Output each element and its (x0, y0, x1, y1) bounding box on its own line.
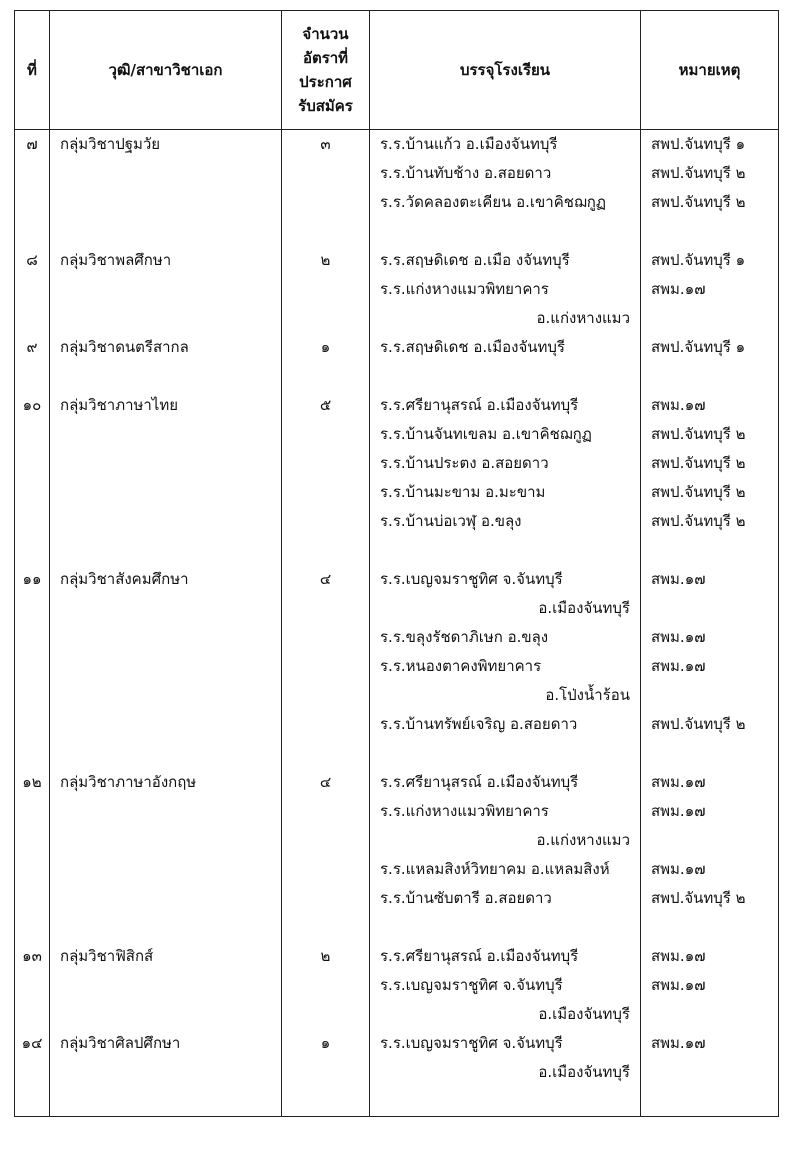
remark-cell (641, 391, 779, 565)
remark-line: สพม.๑๗ (651, 628, 706, 646)
count-cell (282, 391, 370, 565)
table-row (15, 1029, 779, 1117)
school-line: ร.ร.ขลุงรัชดาภิเษก อ.ขลุง (380, 628, 549, 646)
header-subject: วุฒิ/สาขาวิชาเอก (50, 11, 282, 130)
remark-cell (641, 130, 779, 247)
header-count-line: รับสมัคร (298, 97, 353, 115)
table-row (15, 246, 779, 333)
remark-line: สพป.จันทบุรี ๒ (651, 483, 746, 501)
remark-cell (641, 942, 779, 1029)
table-row (15, 768, 779, 942)
subject-cell (50, 333, 282, 391)
school-cell (370, 246, 641, 333)
school-cell (370, 565, 641, 768)
row-number-text: ๑๑ (22, 570, 42, 588)
school-cell (370, 1029, 641, 1117)
count-text: ๑ (320, 338, 331, 356)
school-cell (370, 942, 641, 1029)
school-line: ร.ร.บ้านจันทเขลม อ.เขาคิชฌกูฏ (380, 425, 592, 443)
header-count-line: ประกาศ (299, 73, 352, 91)
count-cell (282, 333, 370, 391)
remark-line: สพป.จันทบุรี ๒ (651, 454, 746, 472)
remark-line: สพป.จันทบุรี ๑ (651, 251, 746, 269)
remark-line: สพม.๑๗ (651, 860, 706, 878)
vacancy-table (14, 10, 779, 1117)
subject-text: กลุ่มวิชาภาษาอังกฤษ (60, 773, 197, 791)
subject-text: กลุ่มวิชาสังคมศึกษา (60, 570, 189, 588)
school-line (380, 1087, 636, 1116)
header-count-line: จำนวน (302, 25, 349, 43)
remark-line (651, 1058, 774, 1087)
remark-line (651, 362, 774, 391)
school-line: ร.ร.ศรียานุสรณ์ อ.เมืองจันทบุรี (380, 396, 579, 414)
count-cell (282, 565, 370, 768)
count-text: ๔ (319, 773, 332, 791)
remark-line (651, 1000, 774, 1029)
remark-line: สพม.๑๗ (651, 570, 706, 588)
remark-line: สพม.๑๗ (651, 396, 706, 414)
count-text: ๔ (319, 570, 332, 588)
row-number (15, 1029, 50, 1117)
header-count (282, 11, 370, 130)
school-cell (370, 768, 641, 942)
count-text: ๕ (319, 396, 332, 414)
table-header-row (15, 11, 779, 130)
school-line: ร.ร.บ้านบ่อเวฬุ อ.ขลุง (380, 512, 522, 530)
count-cell (282, 942, 370, 1029)
row-number-text: ๘ (26, 251, 38, 269)
subject-text: กลุ่มวิชาศิลปศึกษา (60, 1034, 181, 1052)
remark-line: สพป.จันทบุรี ๒ (651, 425, 746, 443)
remark-cell (641, 768, 779, 942)
school-line: อ.เมืองจันทบุรี (538, 599, 630, 617)
subject-text: กลุ่มวิชาดนตรีสากล (60, 338, 189, 356)
remark-cell (641, 1029, 779, 1117)
school-line: อ.เมืองจันทบุรี (538, 1005, 630, 1023)
table-row (15, 130, 779, 247)
remark-line: สพม.๑๗ (651, 947, 706, 965)
remark-line: สพม.๑๗ (651, 657, 706, 675)
remark-line: สพม.๑๗ (651, 976, 706, 994)
row-number-text: ๑๓ (22, 947, 42, 965)
remark-line (651, 826, 774, 855)
school-line: ร.ร.บ้านซับตารี อ.สอยดาว (380, 889, 552, 907)
school-line: ร.ร.สฤษดิเดช อ.เมืองจันทบุรี (380, 338, 565, 356)
table-row (15, 565, 779, 768)
header-count-line: อัตราที่ (302, 49, 349, 67)
count-text: ๓ (320, 135, 331, 153)
remark-line (651, 681, 774, 710)
subject-cell (50, 246, 282, 333)
remark-line (651, 217, 774, 246)
school-line: อ.โป่งน้ำร้อน (545, 686, 630, 704)
count-text: ๒ (320, 251, 331, 269)
remark-cell (641, 246, 779, 333)
school-line (380, 362, 636, 391)
table-body (15, 130, 779, 1117)
subject-cell (50, 565, 282, 768)
row-number (15, 130, 50, 247)
remark-cell (641, 333, 779, 391)
row-number-text: ๑๐ (22, 396, 42, 414)
school-line: ร.ร.ศรียานุสรณ์ อ.เมืองจันทบุรี (380, 947, 579, 965)
count-text: ๒ (320, 947, 331, 965)
subject-cell (50, 942, 282, 1029)
count-cell (282, 246, 370, 333)
row-number (15, 565, 50, 768)
remark-line (651, 536, 774, 565)
table-row (15, 333, 779, 391)
remark-line: สพม.๑๗ (651, 280, 706, 298)
row-number-text: ๑๒ (22, 773, 42, 791)
row-number-text: ๙ (26, 338, 38, 356)
school-line: ร.ร.แก่งหางแมวพิทยาคาร (380, 802, 549, 820)
school-line: ร.ร.สฤษดิเดช อ.เมือ งจันทบุรี (380, 251, 570, 269)
school-line: ร.ร.แก่งหางแมวพิทยาคาร (380, 280, 549, 298)
school-line: อ.แก่งหางแมว (536, 309, 630, 327)
remark-line: สพป.จันทบุรี ๑ (651, 135, 746, 153)
subject-cell (50, 768, 282, 942)
school-line: ร.ร.บ้านมะขาม อ.มะขาม (380, 483, 546, 501)
school-line: อ.แก่งหางแมว (536, 831, 630, 849)
remark-line: สพป.จันทบุรี ๒ (651, 164, 746, 182)
school-line: ร.ร.บ้านประตง อ.สอยดาว (380, 454, 549, 472)
remark-line (651, 304, 774, 333)
remark-line: สพป.จันทบุรี ๒ (651, 512, 746, 530)
school-line (380, 536, 636, 565)
remark-line (651, 1087, 774, 1116)
subject-text: กลุ่มวิชาภาษาไทย (60, 396, 179, 414)
count-text: ๑ (320, 1034, 331, 1052)
remark-line (651, 913, 774, 942)
school-line: ร.ร.เบญจมราชูทิศ จ.จันทบุรี (380, 976, 563, 994)
remark-line: สพป.จันทบุรี ๒ (651, 193, 746, 211)
school-line: ร.ร.บ้านแก้ว อ.เมืองจันทบุรี (380, 135, 558, 153)
row-number (15, 768, 50, 942)
remark-line: สพม.๑๗ (651, 802, 706, 820)
subject-text: กลุ่มวิชาฟิสิกส์ (60, 947, 154, 965)
subject-cell (50, 391, 282, 565)
school-cell (370, 130, 641, 247)
row-number-text: ๗ (26, 135, 38, 153)
row-number (15, 333, 50, 391)
row-number (15, 391, 50, 565)
school-line: อ.เมืองจันทบุรี (538, 1063, 630, 1081)
school-line: ร.ร.ศรียานุสรณ์ อ.เมืองจันทบุรี (380, 773, 579, 791)
remark-line (651, 594, 774, 623)
remark-line: สพป.จันทบุรี ๒ (651, 889, 746, 907)
school-cell (370, 391, 641, 565)
school-line (380, 217, 636, 246)
school-line: ร.ร.วัดคลองตะเคียน อ.เขาคิชฌกูฏ (380, 193, 606, 211)
remark-line (651, 739, 774, 768)
header-school: บรรจุโรงเรียน (370, 11, 641, 130)
subject-text: กลุ่มวิชาพลศึกษา (60, 251, 172, 269)
row-number (15, 942, 50, 1029)
table-row (15, 391, 779, 565)
school-line: ร.ร.บ้านทรัพย์เจริญ อ.สอยดาว (380, 715, 578, 733)
remark-line: สพป.จันทบุรี ๒ (651, 715, 746, 733)
school-cell (370, 333, 641, 391)
row-number-text: ๑๔ (21, 1034, 43, 1052)
remark-line: สพม.๑๗ (651, 1034, 706, 1052)
school-line: ร.ร.หนองตาคงพิทยาคาร (380, 657, 542, 675)
header-remark: หมายเหตุ (641, 11, 779, 130)
table-row (15, 942, 779, 1029)
school-line: ร.ร.เบญจมราชูทิศ จ.จันทบุรี (380, 570, 563, 588)
count-cell (282, 768, 370, 942)
subject-cell (50, 1029, 282, 1117)
subject-cell (50, 130, 282, 247)
subject-text: กลุ่มวิชาปฐมวัย (60, 135, 161, 153)
count-cell (282, 1029, 370, 1117)
school-line (380, 913, 636, 942)
school-line (380, 739, 636, 768)
remark-cell (641, 565, 779, 768)
school-line: ร.ร.บ้านทับช้าง อ.สอยดาว (380, 164, 552, 182)
header-no: ที่ (15, 11, 50, 130)
remark-line: สพป.จันทบุรี ๑ (651, 338, 746, 356)
count-cell (282, 130, 370, 247)
remark-line: สพม.๑๗ (651, 773, 706, 791)
school-line: ร.ร.แหลมสิงห์วิทยาคม อ.แหลมสิงห์ (380, 860, 610, 878)
school-line: ร.ร.เบญจมราชูทิศ จ.จันทบุรี (380, 1034, 563, 1052)
row-number (15, 246, 50, 333)
